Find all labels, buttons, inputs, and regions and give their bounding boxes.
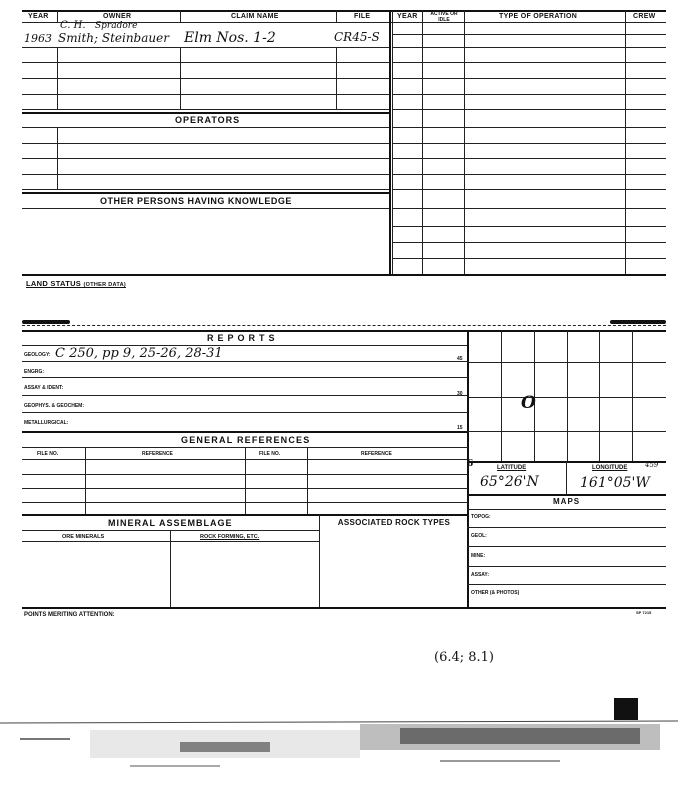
geology-value: C 250, pp 9, 25-26, 28-31 <box>55 346 223 361</box>
header-active-or-idle: ACTIVE OR IDLE <box>430 11 458 23</box>
scale-15: 15 <box>457 425 463 431</box>
header-year-ops: YEAR <box>397 13 418 20</box>
associated-rock-types-heading: ASSOCIATED ROCK TYPES <box>337 518 451 527</box>
mineral-assemblage-heading: MINERAL ASSEMBLAGE <box>108 518 233 528</box>
scan-noise <box>0 690 678 790</box>
general-references-heading: GENERAL REFERENCES <box>181 435 311 445</box>
engrg-label: ENGRG: <box>24 369 44 375</box>
longitude-label: LONGITUDE <box>592 465 628 471</box>
assay-ident-label: ASSAY & IDENT: <box>24 385 64 391</box>
handwritten-note: (6.4; 8.1) <box>434 650 495 665</box>
geophys-geochem-label: GEOPHYS. & GEOCHEM: <box>24 403 85 409</box>
map-location-marker: O <box>521 393 536 413</box>
maps-other-label: OTHER (& PHOTOS) <box>471 590 520 596</box>
header-type-of-operation: TYPE OF OPERATION <box>499 13 578 20</box>
claim-owner: Smith; Steinbauer <box>58 31 169 45</box>
claim-file-value: CR45-S <box>334 30 380 44</box>
points-meriting-label: POINTS MERITING ATTENTION: <box>24 612 115 618</box>
ref-header-file-no-2: FILE NO. <box>259 451 281 457</box>
other-persons-heading: OTHER PERSONS HAVING KNOWLEDGE <box>100 196 292 206</box>
land-status-heading: LAND STATUS (OTHER DATA) <box>26 279 126 288</box>
claim-name-value: Elm Nos. 1-2 <box>184 30 276 46</box>
rock-forming-header: ROCK FORMING, ETC. <box>200 534 260 540</box>
latitude-label: LATITUDE <box>497 465 527 471</box>
ref-header-reference-2: REFERENCE <box>361 451 392 457</box>
geology-label: GEOLOGY: <box>24 352 51 358</box>
header-file: FILE <box>354 13 371 20</box>
ref-header-file-no: FILE NO. <box>37 451 59 457</box>
maps-mine-label: MINE: <box>471 553 486 559</box>
operators-heading: OPERATORS <box>175 115 241 125</box>
scale-45: 45 <box>457 356 463 362</box>
reports-heading: REPORTS <box>207 333 279 343</box>
header-crew: CREW <box>633 13 656 20</box>
scale-30: 30 <box>457 391 463 397</box>
claim-year: 1963 <box>24 32 52 45</box>
header-owner: OWNER <box>103 13 132 20</box>
longitude-suffix: 459 <box>645 461 659 469</box>
maps-topog-label: TOPOG: <box>471 514 491 520</box>
header-year: YEAR <box>28 13 49 20</box>
latitude-prefix: 6 <box>467 459 474 469</box>
ore-minerals-header: ORE MINERALS <box>62 534 105 540</box>
maps-geol-label: GEOL: <box>471 533 487 539</box>
maps-heading: MAPS <box>553 497 581 506</box>
latitude-value: 65°26'N <box>480 474 539 490</box>
owner-above-name: Spradore <box>95 21 138 31</box>
maps-assay-label: ASSAY: <box>471 572 490 578</box>
metallurgical-label: METALLURGICAL: <box>24 420 69 426</box>
ref-header-reference: REFERENCE <box>142 451 173 457</box>
form-number: SP 7215 <box>636 610 652 615</box>
longitude-value: 161°05'W <box>580 475 650 491</box>
owner-initials: C. H. <box>60 20 86 31</box>
header-claim-name: CLAIM NAME <box>231 13 279 20</box>
